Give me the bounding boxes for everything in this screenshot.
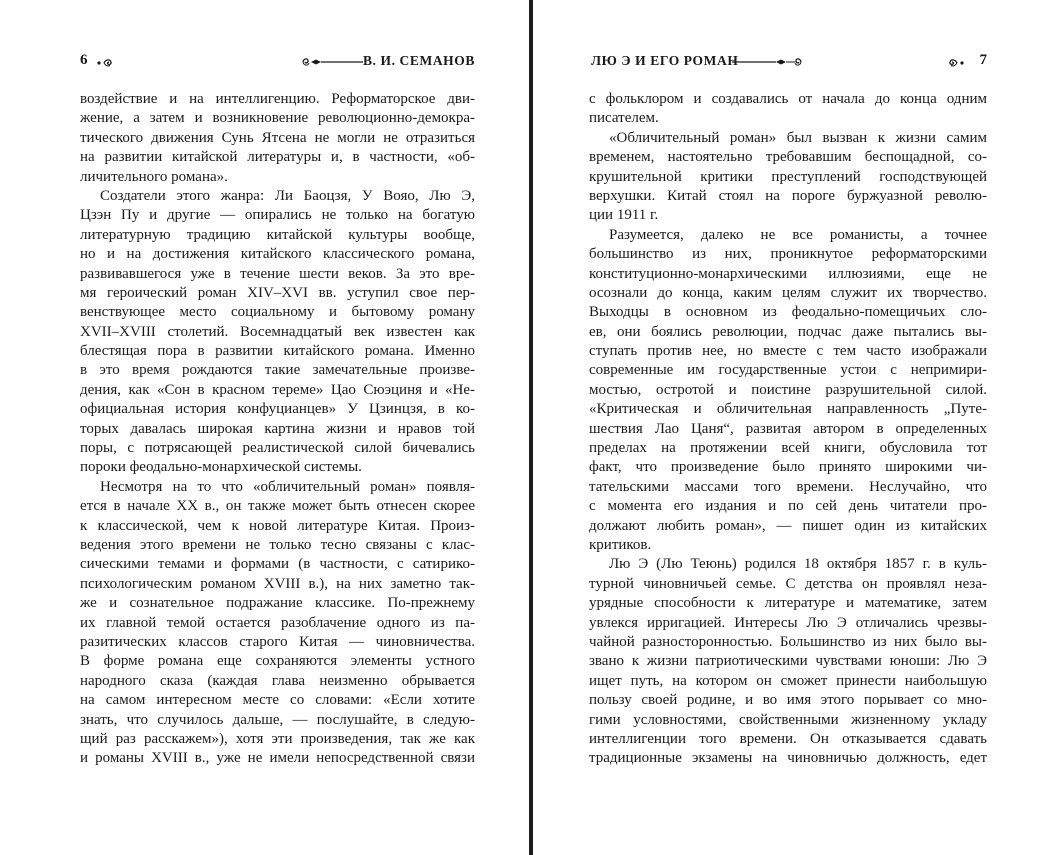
- text-line: Выходцы в основном из феодально-помещичьих сло-: [589, 304, 987, 321]
- text-line: венствующее место социальному и бытовому роману: [80, 304, 475, 321]
- text-line: увлекся ирригацией. Интересы Лю Э отличались чрезвы-: [589, 614, 987, 631]
- text-line: турной чиновничьей семье. С детства он проявлял неза-: [589, 575, 987, 592]
- text-line: пользу своей родине, и во имя этого порывает со мно-: [589, 692, 987, 709]
- rule-ornament-icon: [302, 57, 364, 67]
- small-ornament-icon: [96, 58, 114, 67]
- text-line: В форме романа еще сохраняются элементы устного: [80, 653, 475, 670]
- left-page: [80, 0, 475, 855]
- text-line: щий раз расскажем»), хотя эти произведения, так же как: [80, 730, 475, 747]
- text-line: пороки феодально-монархической системы.: [80, 459, 362, 476]
- text-line: шествия Лао Цаня“, развитая автором в определенных: [589, 420, 987, 437]
- text-line: воздействие и на интеллигенцию. Реформаторское дви-: [80, 91, 475, 107]
- text-line: их главной темой остается разоблачение одного из па-: [80, 614, 475, 631]
- left-page-text: [80, 90, 475, 769]
- text-line: временем, настоятельно требовавшим беспощадной, со-: [589, 149, 987, 166]
- text-line: с фольклором и создавались от начала до конца одним: [589, 91, 987, 107]
- text-line: ведения этого времени не только тесно связаны с клас-: [80, 536, 475, 553]
- text-line: развивавшегося уже в течение шести веков. За это вре-: [80, 265, 475, 282]
- text-line: должают любить роман», — пишет один из китайских: [589, 517, 987, 534]
- text-line: большинство из них, проникнутое реформаторскими: [589, 246, 987, 263]
- text-line: на самом интересном месте со словами: «Если хотите: [80, 692, 475, 709]
- text-line: личительного романа».: [80, 168, 228, 185]
- right-page-text: [589, 90, 987, 769]
- text-line: Создатели этого жанра: Ли Баоцзя, У Вояо, Лю Э,: [100, 187, 475, 204]
- text-line: «Обличительный роман» был вызван к жизни самим: [609, 129, 987, 146]
- text-line: тательскими массами того времени. Неслучайно, что: [589, 478, 987, 495]
- text-line: мя героический роман XIV–XVI вв. уступил свое пер-: [80, 284, 475, 301]
- text-line: гими условностями, свойственными жизненному укладу: [589, 711, 987, 728]
- text-line: чайной разносторонностью. Большинство из них было вы-: [589, 633, 987, 650]
- text-line: крушительной критики преступлений господствующей: [589, 168, 987, 185]
- text-line: знать, что случилось дальше, — послушайте, в следую-: [80, 711, 475, 728]
- text-line: торых давалась широкая картина жизни и нравов той: [80, 420, 475, 437]
- text-line: дения, как «Сон в красном тереме» Цао Сюэциня и «Не-: [80, 381, 475, 398]
- text-line: ется в начале XX в., он также может быть отнесен скорее: [80, 498, 475, 515]
- small-ornament-icon: [947, 58, 965, 67]
- text-line: конституционно-монархическими иллюзиями, еще не: [589, 265, 987, 282]
- text-line: но и на достижения китайского классического романа,: [80, 246, 475, 263]
- text-line: пределах на протяжении всей книги, обусловила тот: [589, 440, 987, 457]
- text-line: ев, они боялись революции, подчас даже пытались вы-: [589, 323, 987, 340]
- text-line: литературную традицию китайской культуры вообще,: [80, 226, 475, 243]
- text-line: современные им государственные устои с непримири-: [589, 362, 987, 379]
- text-line: осознали до конца, каким целям служит их творчество.: [589, 284, 987, 301]
- text-line: ищет путь, на котором он сможет принести наибольшую: [589, 672, 987, 689]
- page-gutter-divider: [529, 0, 533, 855]
- page-number: 7: [979, 52, 987, 68]
- text-line: ции 1911 г.: [589, 207, 659, 224]
- text-line: официальная история конфуцианцев» У Цзинцзя, в ко-: [80, 401, 475, 418]
- page-number: 6: [80, 52, 88, 68]
- right-page: [589, 0, 987, 855]
- text-line: к классической, чем к новой литературе Китая. Произ-: [80, 517, 475, 534]
- text-line: в это время рождаются такие замечательные произве-: [80, 362, 475, 379]
- running-header-right: [589, 52, 987, 72]
- running-head-author: В. И. СЕМАНОВ: [362, 53, 475, 68]
- text-line: звано к жизни патриотическими чувствами юноши: Лю Э: [589, 653, 987, 670]
- text-line: «Критическая и обличительная направленность „Путе-: [589, 401, 987, 418]
- text-line: разитических классов старого Китая — чиновничества.: [80, 633, 475, 650]
- text-line: же и сознательное подражание классике. По-прежнему: [80, 595, 475, 612]
- text-line: Лю Э (Лю Теюнь) родился 18 октября 1857 г. в куль-: [609, 556, 987, 573]
- text-line: Несмотря на то что «обличительный роман» появля-: [100, 478, 475, 495]
- text-line: Разумеется, далеко не все романисты, а точнее: [609, 226, 987, 243]
- running-header-left: [80, 52, 475, 72]
- running-head-chapter: ЛЮ Э И ЕГО РОМАН: [591, 53, 739, 68]
- text-line: и романы XVIII в., уже не имели непосредственной связи: [80, 750, 475, 767]
- text-line: психологическим романом XVIII в.), на них заметно так-: [80, 575, 475, 592]
- text-line: сическими темами и формами (в частности, с сатирико-: [80, 556, 475, 573]
- text-line: блестящая пора в развитии китайского романа. Именно: [80, 343, 475, 360]
- text-line: на развитии китайской литературы и, в частности, «об-: [80, 149, 475, 166]
- text-line: традиционные экзамены на чиновничью должность, едет: [589, 750, 987, 767]
- text-line: Цзэн Пу и другие — опирались не только на богатую: [80, 207, 475, 224]
- rule-ornament-icon: [731, 57, 803, 67]
- text-line: урядные способности к литературе и математике, затем: [589, 595, 987, 612]
- text-line: с момента его издания и по сей день читатели про-: [589, 498, 987, 515]
- text-line: ступать против нее, но вместе с тем часто изображали: [589, 343, 987, 360]
- text-line: писателем.: [589, 110, 659, 127]
- text-line: народного сказа (каждая глава неизменно обрывается: [80, 672, 475, 689]
- text-line: тического движения Сунь Ятсена не могли не отразиться: [80, 129, 475, 146]
- text-line: интеллигенции того времени. Он отказывается сдавать: [589, 730, 987, 747]
- text-line: поры, с потрясающей реалистической силой бичевались: [80, 440, 475, 457]
- text-line: жение, а затем и возникновение революционно-демокра-: [80, 110, 475, 127]
- text-line: критиков.: [589, 536, 652, 553]
- text-line: верхушки. Китай стоял на пороге буржуазной револю-: [589, 187, 987, 204]
- text-line: мостью, остротой и поистине разрушительной силой.: [589, 381, 987, 398]
- text-line: XVII–XVIII столетий. Восемнадцатый век известен как: [80, 323, 475, 340]
- text-line: факт, что произведение было принято широкими чи-: [589, 459, 987, 476]
